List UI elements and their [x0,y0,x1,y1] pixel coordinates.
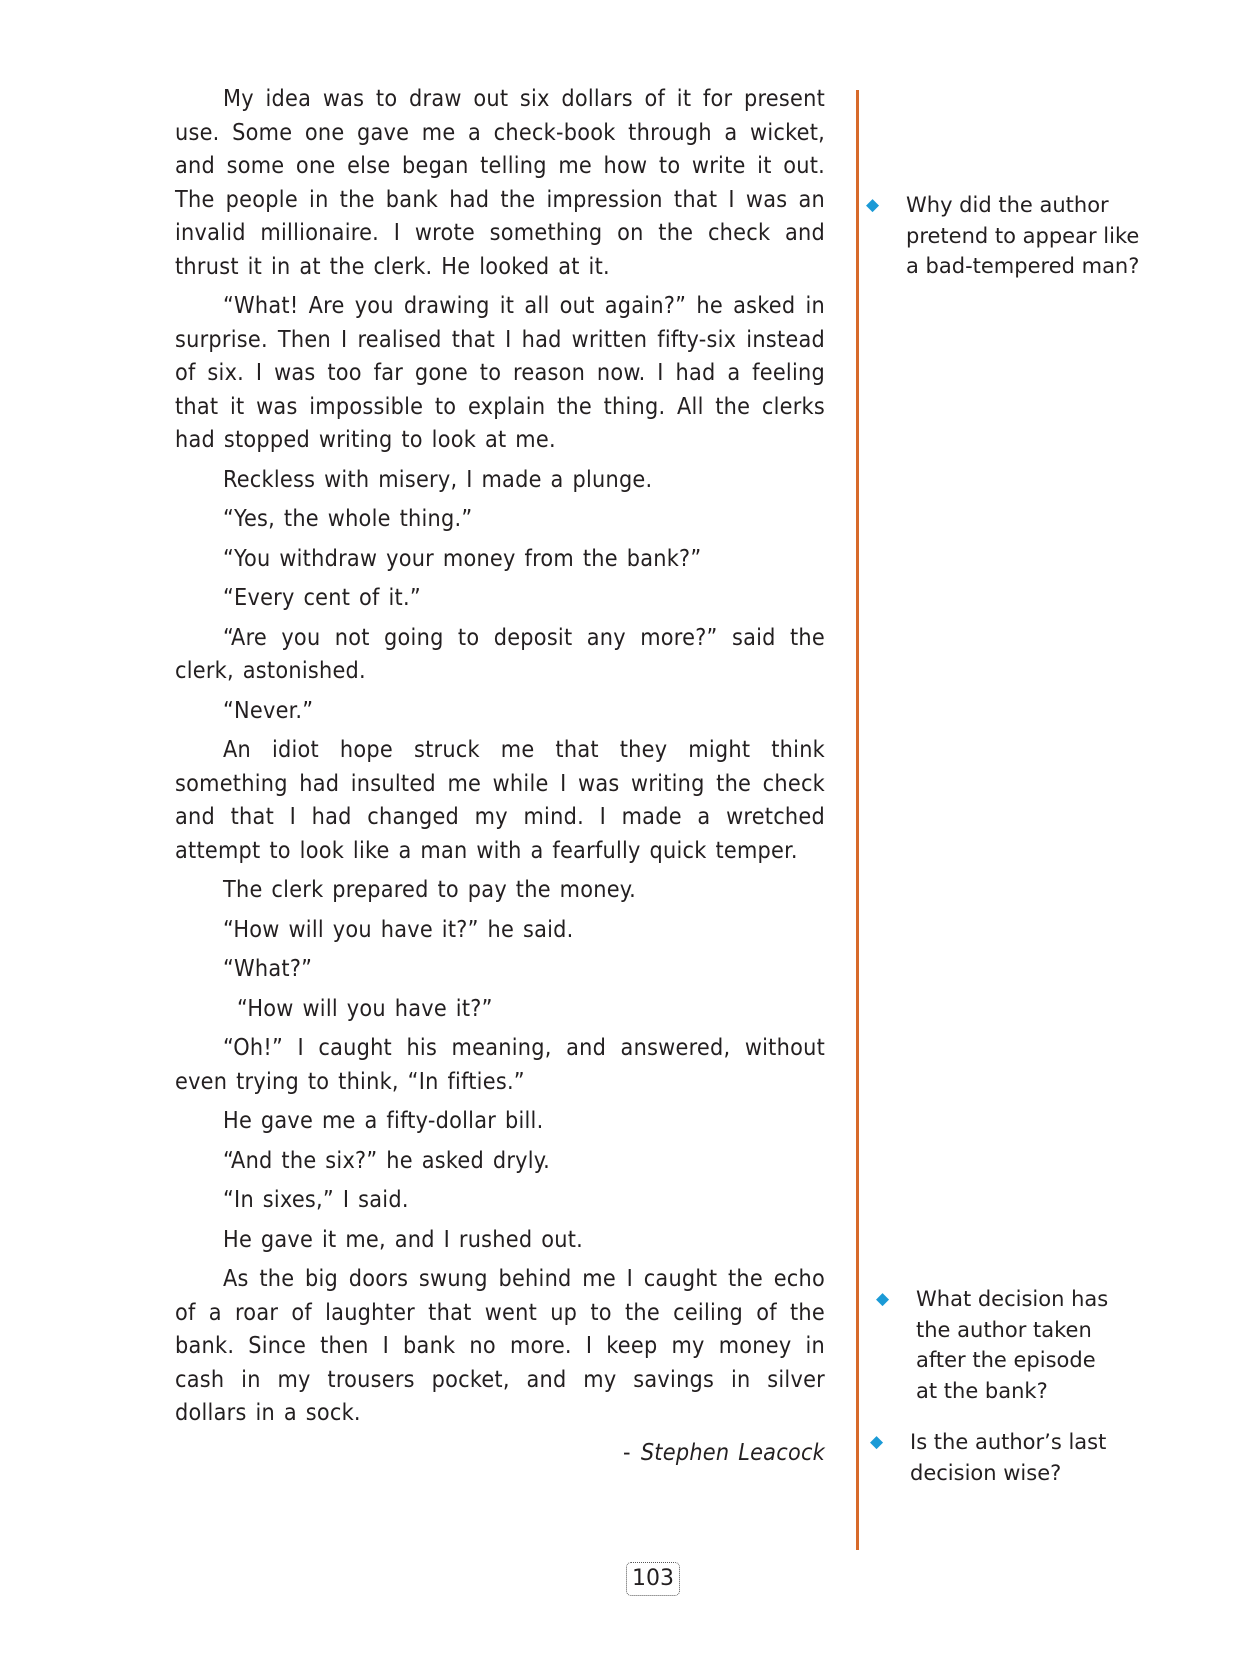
paragraph: “And the six?” he asked dryly. [223,1146,550,1174]
author-signature [175,1436,825,1470]
diamond-bullet-icon: ◆ [870,1432,884,1452]
paragraph: “What?” [223,955,313,982]
paragraph: He gave me a fifty-dollar bill. [223,1107,544,1134]
paragraph: “Yes, the whole thing.” [223,505,473,532]
paragraph: “Every cent of it.” [223,584,421,611]
margin-question [866,190,1156,282]
question-text: Is the author’s last decision wise? [910,1430,1107,1485]
margin-question [870,1427,1140,1488]
paragraph: As the big doors swung behind me I caught the echo of a roar of laughter that went up to the ceiling of the bank. Since then I bank no more. I keep my money in cash in my trousers pocket, and my savings in silver dollars in a sock. [175,1265,825,1426]
paragraph: “What! Are you drawing it all out again?” he asked in surprise. Then I realised that I had written fifty-six instead of six. I was too far gone to reason now. I had a feeling that it was impossible to explain the thing. All the clerks had stopped writing to look at me. [175,292,825,453]
question-text: Why did the author pretend to appear like a bad-tempered man? [906,193,1140,278]
paragraph: “Are you not going to deposit any more?” said the clerk, astonished. [175,623,825,684]
margin-divider-rule [856,90,859,1550]
story-text [175,82,825,1469]
diamond-bullet-icon: ◆ [876,1289,890,1309]
paragraph: “Never.” [223,696,314,724]
paragraph: “Oh!” I caught his meaning, and answered, without even trying to think, “In fifties.” [175,1034,825,1095]
paragraph: My idea was to draw out six dollars of it for present use. Some one gave me a check-book through a wicket, and some one else began telling me how to write it out. The people in the bank had the impression that I was an invalid millionaire. I wrote something on the check and thrust it in at the clerk. He looked at it. [175,85,825,280]
page-number: 103 [626,1562,680,1596]
paragraph: “How will you have it?” [237,994,493,1022]
paragraph: He gave it me, and I rushed out. [223,1225,584,1253]
paragraph: “How will you have it?” he said. [223,915,574,943]
paragraph: “In sixes,” I said. [223,1186,409,1213]
diamond-bullet-icon: ◆ [866,195,880,215]
margin-question [876,1284,1121,1406]
paragraph: An idiot hope struck me that they might think something had insulted me while I was writing the check and that I had changed my mind. I made a wretched attempt to look like a man with a fearfully quick temper. [175,736,825,864]
paragraph: The clerk prepared to pay the money. [223,876,636,903]
paragraph: Reckless with misery, I made a plunge. [223,465,653,493]
paragraph: “You withdraw your money from the bank?” [223,544,702,572]
author-name: Stephen Leacock [640,1438,825,1466]
question-text: What decision has the author taken after the episode at the bank? [916,1287,1109,1403]
signature-dash: - [623,1438,631,1466]
